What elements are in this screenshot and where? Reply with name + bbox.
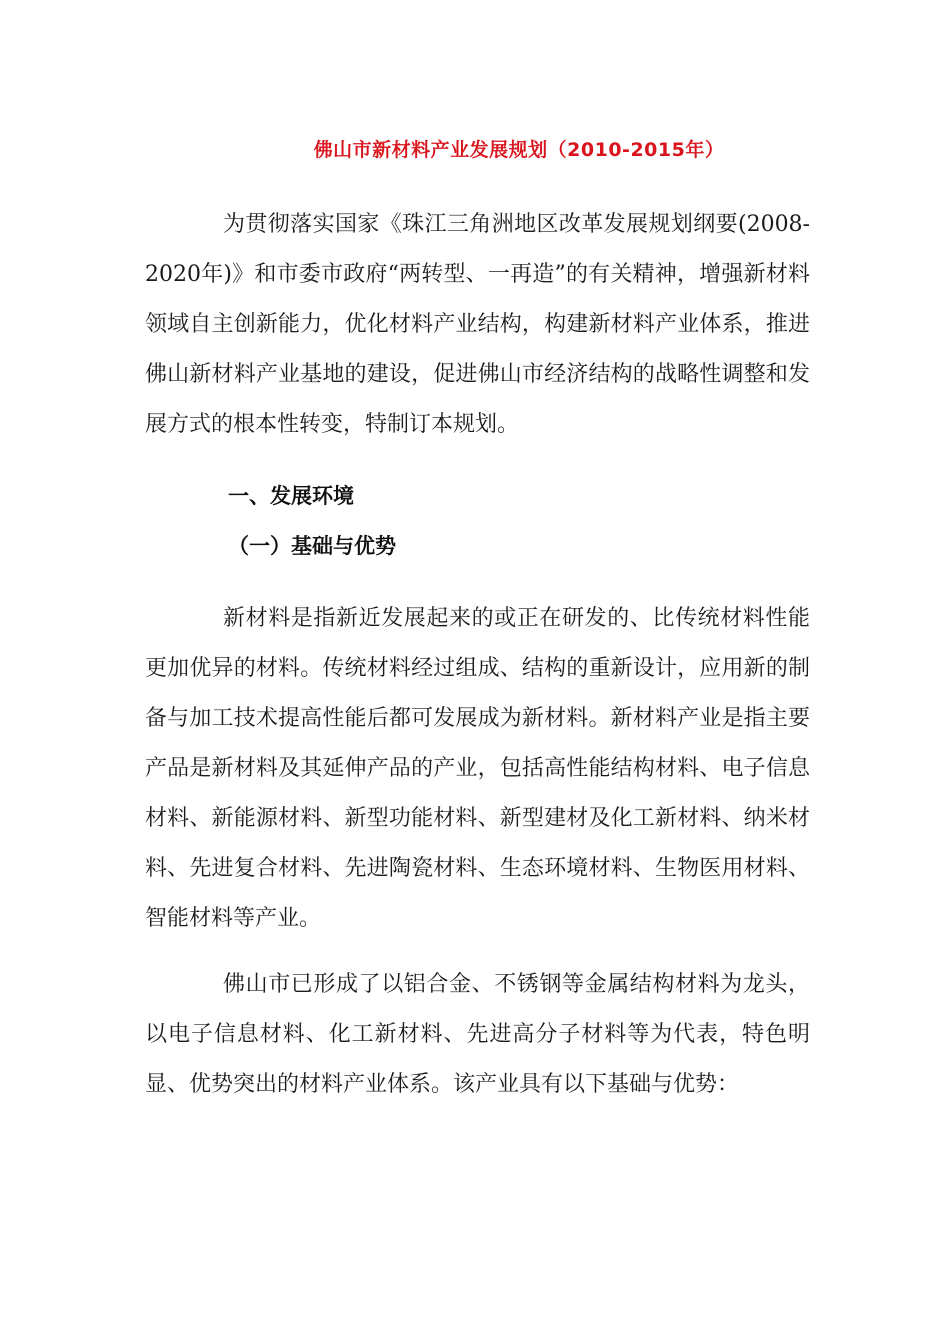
subsection-heading: （一）基础与优势 (228, 534, 396, 558)
body-paragraph-2: 佛山市已形成了以铝合金、不锈钢等金属结构材料为龙头，以电子信息材料、化工新材料、先进高分子材料等为代表，特色明显、优势突出的材料产业体系。该产业具有以下基础与优势： (145, 972, 810, 1097)
intro-paragraph: 为贯彻落实国家《珠江三角洲地区改革发展规划纲要(2008-2020年)》和市委市政府“两转型、一再造”的有关精神，增强新材料领域自主创新能力，优化材料产业结构，构建新材料产业体系，推进佛山新材料产业基地的建设，促进佛山市经济结构的战略性调整和发展方式的根本性转变，特制订本规划。 (145, 212, 810, 437)
body-paragraph-1: 新材料是指新近发展起来的或正在研发的、比传统材料性能更加优异的材料。传统材料经过组成、结构的重新设计，应用新的制备与加工技术提高性能后都可发展成为新材料。新材料产业是指主要产品是新材料及其延伸产品的产业，包括高性能结构材料、电子信息材料、新能源材料、新型功能材料、新型建材及化工新材料、纳米材料、先进复合材料、先进陶瓷材料、生态环境材料、生物医用材料、智能材料等产业。 (145, 606, 810, 931)
section-heading: 一、发展环境 (228, 484, 354, 508)
document-title: 佛山市新材料产业发展规划（2010-2015年） (313, 139, 725, 161)
